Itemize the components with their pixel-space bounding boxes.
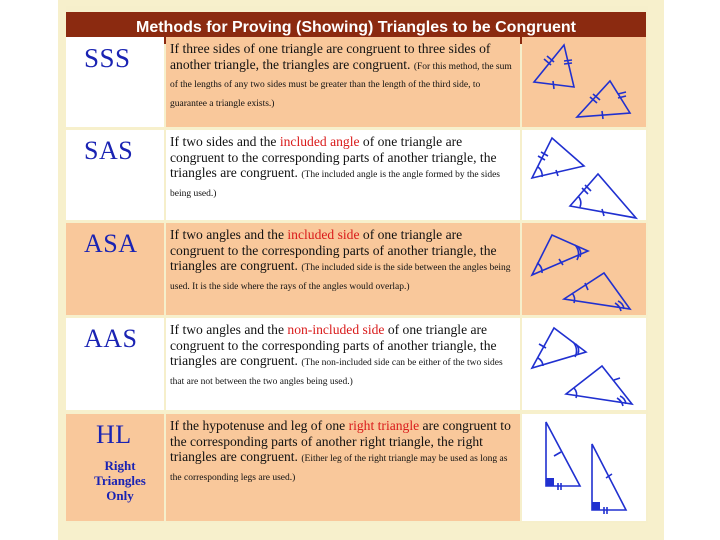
description-text: of one triangle are congruent to the corresponding parts of another triangle, the triangles are congruent.: [170, 134, 497, 180]
figure-cell: [522, 37, 646, 127]
description: [170, 134, 516, 202]
description-cell: [166, 414, 520, 521]
method-name: SSS: [84, 43, 131, 73]
hl-subtitle-line: Triangles: [94, 473, 146, 488]
description-note: (The included angle is the angle formed by the sides being used.): [170, 170, 501, 199]
asa-triangles-figure: [522, 223, 646, 315]
aas-triangles-figure: [522, 318, 646, 410]
method-cell: [66, 223, 164, 315]
hl-subtitle: [90, 458, 150, 503]
description-text: are congruent to the corresponding parts of another right triangle, the right triangles are congruent.: [170, 418, 511, 464]
figure-cell: [522, 130, 646, 220]
row-sas: [66, 130, 646, 220]
description-text: If three sides of one triangle are congruent to three sides of another triangle, the triangles are congruent.: [170, 41, 491, 72]
row-asa: [66, 223, 646, 315]
hl-right-triangles-figure: [522, 414, 646, 521]
highlight-term: included angle: [279, 134, 360, 149]
row-aas: [66, 318, 646, 410]
description-note: (The included side is the side between the angles being used. It is the side where the rays of the angles would overlap.): [170, 263, 511, 292]
table-title: Methods for Proving (Showing) Triangles to be Congruent: [66, 12, 646, 44]
description-text: If the hypotenuse and leg of one: [170, 418, 349, 433]
description: [170, 322, 516, 390]
hl-subtitle-line: Right: [104, 458, 136, 473]
description-text: If two angles and the: [170, 227, 288, 242]
sas-triangles-figure: [522, 130, 646, 220]
method-cell: [66, 37, 164, 127]
method-cell: [66, 414, 164, 521]
description-note: (The non-included side can be either of the two sides that are not between the two angles being used.): [170, 358, 503, 387]
description-cell: [166, 37, 520, 127]
highlight-term: non-included side: [287, 322, 385, 337]
sss-triangles-figure: [522, 37, 646, 127]
method-name: AAS: [84, 324, 138, 353]
description-text: of one triangle are congruent to the corresponding parts of another triangle, the triangles are congruent.: [170, 322, 497, 368]
description-cell: [166, 318, 520, 410]
row-sss: [66, 37, 646, 127]
description-note: (Either leg of the right triangle may be used as long as the corresponding legs are used.): [170, 454, 508, 483]
description-note: (For this method, the sum of the lengths of any two sides must be greater than the length of the third side, to guarantee a triangle exists.): [170, 61, 512, 109]
method-name: SAS: [84, 136, 134, 165]
description: [170, 418, 516, 486]
method-name: ASA: [84, 229, 138, 258]
method-cell: [66, 318, 164, 410]
figure-cell: [522, 318, 646, 410]
method-name: HL: [96, 420, 132, 449]
description: [170, 227, 516, 295]
description: [170, 41, 516, 112]
description-cell: [166, 130, 520, 220]
row-hl: [66, 414, 646, 521]
description-text: of one triangle are congruent to the corresponding parts of another triangle, the triangles are congruent.: [170, 227, 497, 273]
highlight-term: included side: [287, 227, 360, 242]
hl-subtitle-line: Only: [106, 488, 134, 503]
figure-cell: [522, 414, 646, 521]
highlight-term: right triangle: [348, 418, 420, 433]
description-text: If two angles and the: [170, 322, 288, 337]
description-text: If two sides and the: [170, 134, 280, 149]
figure-cell: [522, 223, 646, 315]
description-cell: [166, 223, 520, 315]
method-cell: [66, 130, 164, 220]
